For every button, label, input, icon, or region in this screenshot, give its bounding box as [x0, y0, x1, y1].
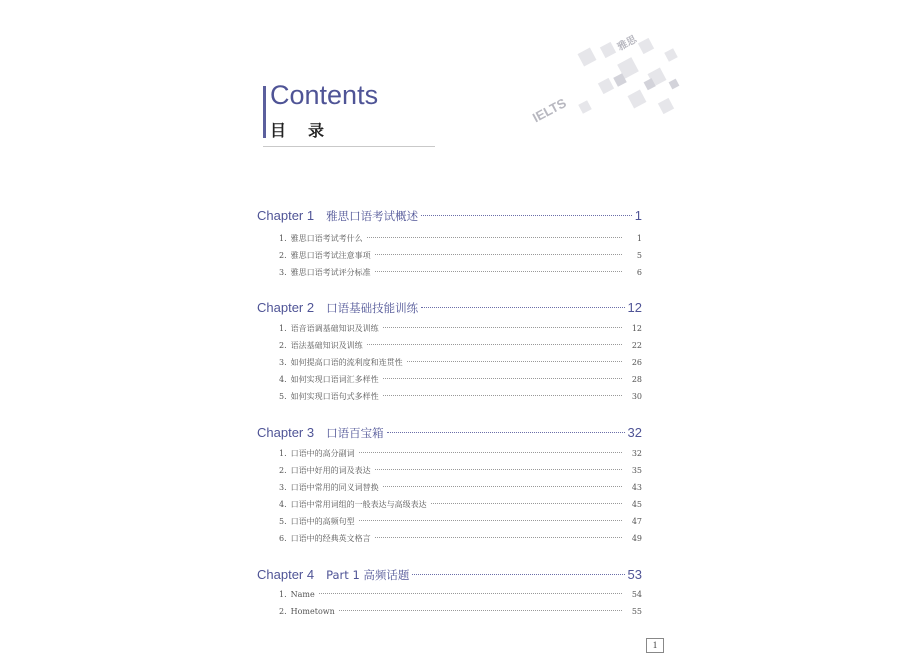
item-number: 4.	[279, 375, 287, 384]
item-number: 3.	[279, 268, 287, 277]
chapter-page: 12	[627, 300, 642, 315]
item-number: 4.	[279, 500, 287, 509]
leader-dots	[383, 327, 622, 328]
item-page: 32	[631, 449, 642, 458]
chapter-heading[interactable]	[257, 567, 642, 585]
leader-dots	[412, 574, 624, 575]
toc-item[interactable]	[279, 607, 642, 621]
item-title: 口语中的经典英文格言	[290, 534, 371, 543]
toc-item[interactable]	[279, 323, 642, 337]
deco-ielts-text: IELTS	[530, 95, 569, 126]
item-title: 口语中常用词组的一般表达与高级表达	[290, 500, 427, 509]
leader-dots	[383, 378, 622, 379]
item-page: 28	[631, 375, 642, 384]
chapter-page: 1	[634, 208, 642, 223]
page-title-zh: 目录	[270, 121, 347, 140]
toc-item[interactable]	[279, 267, 642, 281]
item-page: 35	[631, 466, 642, 475]
item-page: 26	[631, 358, 642, 367]
deco-zh-text: 雅思	[615, 34, 639, 54]
toc-item[interactable]	[279, 590, 642, 604]
leader-dots	[367, 237, 622, 238]
leader-dots	[421, 307, 624, 308]
page-title: Contents	[270, 80, 379, 110]
item-page: 6	[636, 268, 642, 277]
leader-dots	[407, 361, 622, 362]
item-title: 如何提高口语的流利度和连贯性	[290, 358, 403, 367]
item-page: 43	[631, 483, 642, 492]
toc-item[interactable]	[279, 357, 642, 371]
leader-dots	[359, 452, 622, 453]
toc-item[interactable]	[279, 516, 642, 530]
item-title: 雅思口语考试注意事项	[290, 251, 371, 260]
toc-item[interactable]	[279, 250, 642, 264]
item-page: 45	[631, 500, 642, 509]
item-number: 1.	[279, 324, 287, 333]
leader-dots	[431, 503, 622, 504]
leader-dots	[375, 469, 622, 470]
item-number: 3.	[279, 483, 287, 492]
chapter-label: Chapter 3	[257, 425, 315, 440]
toc-item[interactable]	[279, 374, 642, 388]
item-title: 口语中常用的同义词替换	[290, 483, 379, 492]
toc-item[interactable]	[279, 233, 642, 247]
toc-item[interactable]	[279, 340, 642, 354]
item-title: 口语中好用的词及表达	[290, 466, 371, 475]
chapter-page: 53	[627, 567, 642, 582]
item-title: 口语中的高分副词	[290, 449, 355, 458]
page-number: 1	[646, 638, 664, 653]
toc-item[interactable]	[279, 391, 642, 405]
leader-dots	[359, 520, 622, 521]
title-divider	[263, 146, 435, 147]
toc-item[interactable]	[279, 448, 642, 462]
item-page: 55	[631, 607, 642, 616]
chapter-title: 雅思口语考试概述	[326, 209, 419, 223]
item-number: 2.	[279, 341, 287, 350]
item-number: 1.	[279, 590, 287, 599]
item-page: 12	[631, 324, 642, 333]
leader-dots	[375, 254, 622, 255]
leader-dots	[387, 432, 625, 433]
item-number: 2.	[279, 607, 287, 616]
item-title: 语法基础知识及训练	[290, 341, 363, 350]
item-title: 语音语调基础知识及训练	[290, 324, 379, 333]
item-number: 2.	[279, 251, 287, 260]
item-page: 1	[636, 234, 642, 243]
leader-dots	[367, 344, 622, 345]
item-title: 雅思口语考试考什么	[290, 234, 363, 243]
leader-dots	[339, 610, 622, 611]
item-title: Name	[290, 590, 315, 599]
leader-dots	[375, 271, 622, 272]
chapter-label: Chapter 2	[257, 300, 315, 315]
item-title: 雅思口语考试评分标准	[290, 268, 371, 277]
item-page: 5	[636, 251, 642, 260]
item-page: 22	[631, 341, 642, 350]
chapter-heading[interactable]	[257, 425, 642, 443]
chapter-title: Part 1 高频话题	[326, 568, 410, 582]
item-title: 如何实现口语词汇多样性	[290, 375, 379, 384]
item-page: 47	[631, 517, 642, 526]
item-number: 5.	[279, 517, 287, 526]
chapter-label: Chapter 1	[257, 208, 315, 223]
leader-dots	[421, 215, 632, 216]
chapter-title: 口语基础技能训练	[326, 301, 419, 315]
leader-dots	[319, 593, 622, 594]
chapter-label: Chapter 4	[257, 567, 315, 582]
chapter-title: 口语百宝箱	[326, 426, 384, 440]
leader-dots	[383, 395, 622, 396]
title-accent-bar	[263, 86, 266, 138]
item-number: 5.	[279, 392, 287, 401]
toc-item[interactable]	[279, 482, 642, 496]
leader-dots	[375, 537, 622, 538]
item-page: 30	[631, 392, 642, 401]
chapter-page: 32	[627, 425, 642, 440]
toc-item[interactable]	[279, 533, 642, 547]
item-number: 2.	[279, 466, 287, 475]
toc-item[interactable]	[279, 465, 642, 479]
chapter-heading[interactable]	[257, 208, 642, 226]
item-number: 6.	[279, 534, 287, 543]
item-title: 如何实现口语句式多样性	[290, 392, 379, 401]
decorative-pattern	[520, 20, 690, 150]
item-page: 49	[631, 534, 642, 543]
item-number: 1.	[279, 449, 287, 458]
item-title: Hometown	[290, 607, 335, 616]
chapter-heading[interactable]	[257, 300, 642, 318]
leader-dots	[383, 486, 622, 487]
item-number: 3.	[279, 358, 287, 367]
item-number: 1.	[279, 234, 287, 243]
item-page: 54	[631, 590, 642, 599]
item-title: 口语中的高频句型	[290, 517, 355, 526]
toc-item[interactable]	[279, 499, 642, 513]
